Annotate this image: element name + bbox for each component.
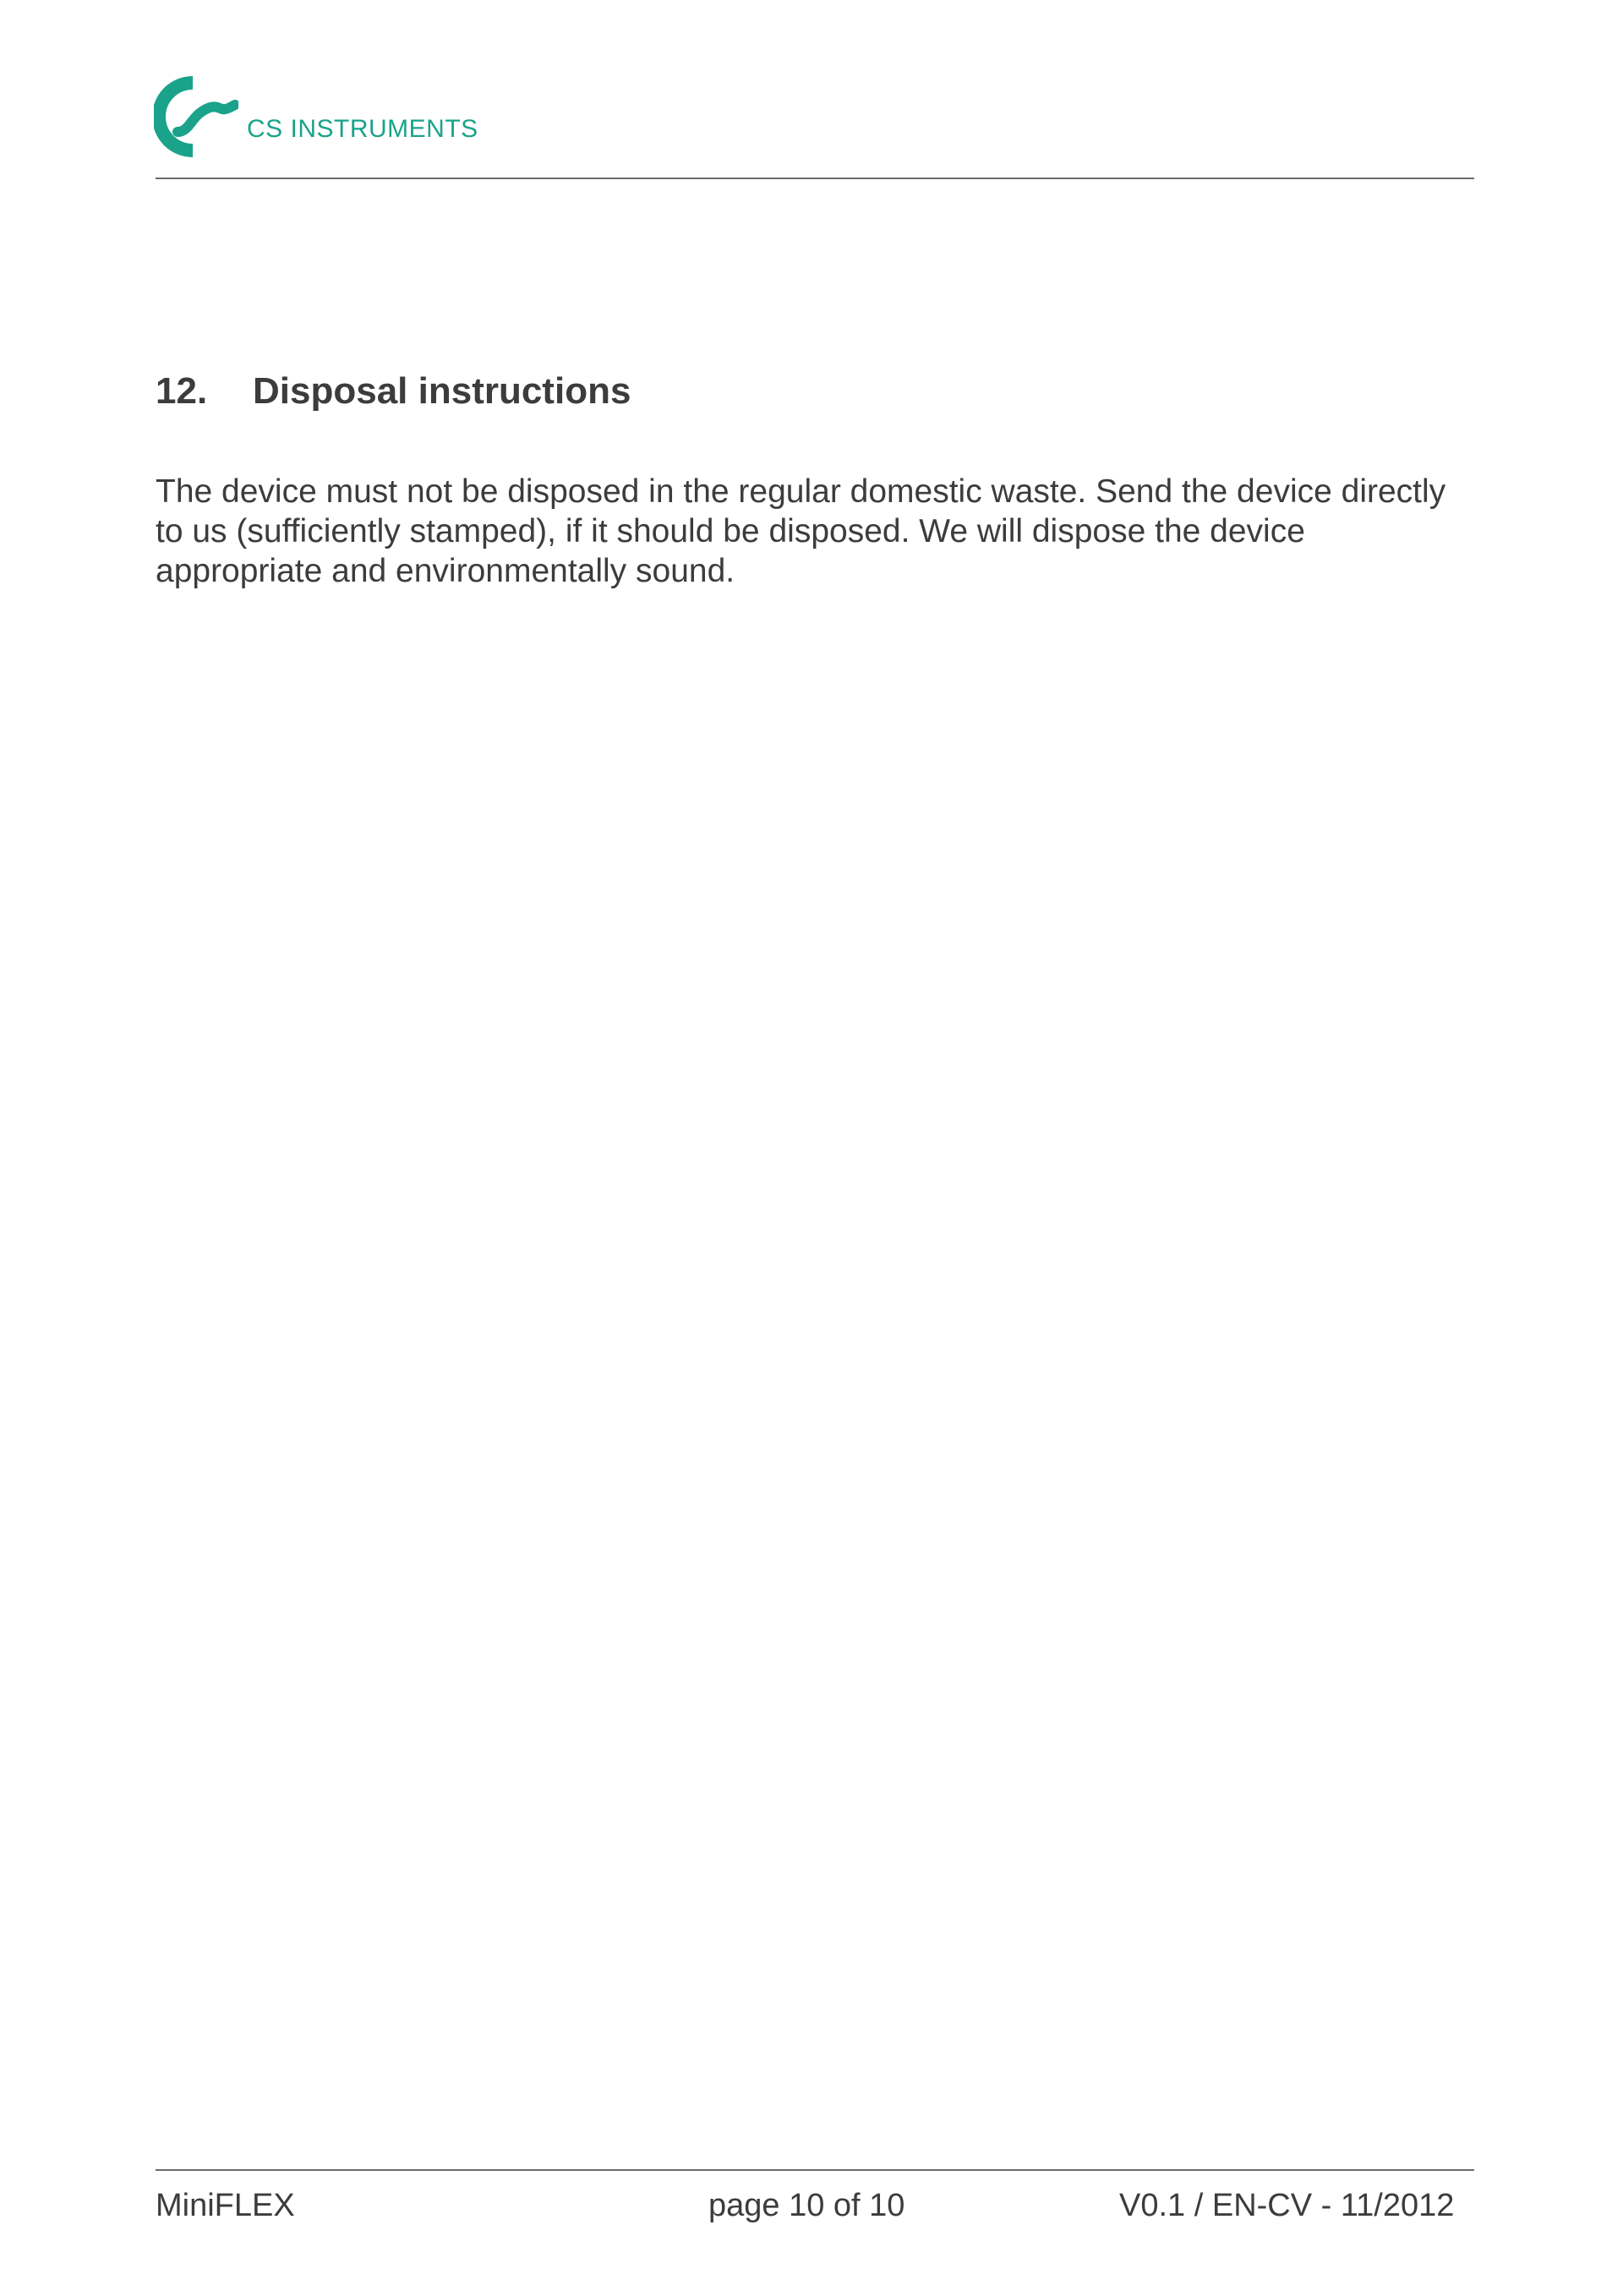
section-heading xyxy=(156,370,631,413)
footer-version: V0.1 / EN-CV - 11/2012 xyxy=(1119,2188,1455,2223)
header-divider xyxy=(156,178,1474,179)
section-title: Disposal instructions xyxy=(253,370,631,412)
company-logo xyxy=(154,76,478,157)
section-number: 12. xyxy=(156,370,208,412)
footer-page-number: page 10 of 10 xyxy=(708,2188,905,2223)
footer-product: MiniFLEX xyxy=(156,2188,295,2223)
section-paragraph xyxy=(156,472,1474,591)
paragraph-line: to us (sufficiently stamped), if it should be disposed. We will dispose the device xyxy=(156,513,1305,549)
paragraph-line: The device must not be disposed in the regular domestic waste. Send the device directly xyxy=(156,473,1446,510)
paragraph-line: appropriate and environmentally sound. xyxy=(156,553,735,589)
cs-logo-icon xyxy=(154,76,238,157)
footer-divider xyxy=(156,2169,1474,2171)
brand-name: CS INSTRUMENTS xyxy=(247,115,478,143)
